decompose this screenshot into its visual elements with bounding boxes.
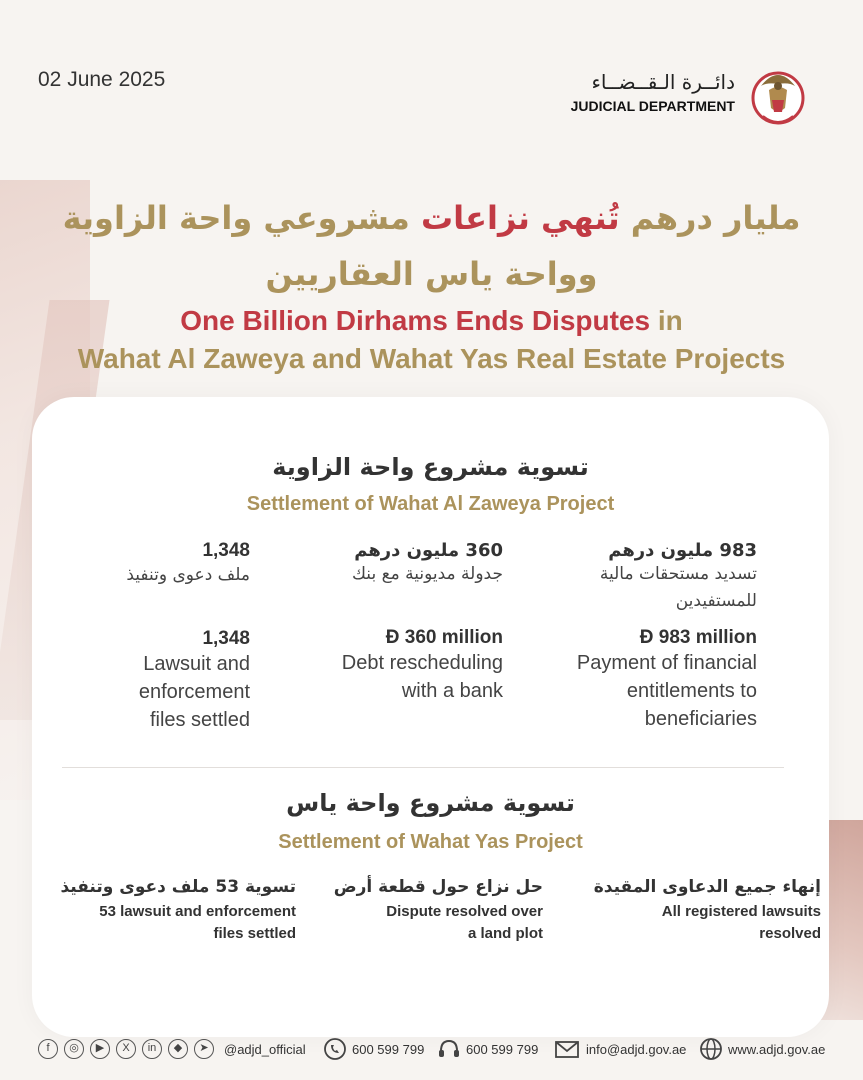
stat-desc-en: with a bank (401, 680, 503, 702)
headline-en-line2: Wahat Al Zaweya and Wahat Yas Real Estate Projects (77, 343, 786, 374)
footer (0, 1034, 863, 1066)
phone-support[interactable]: 600 599 799 (466, 1042, 539, 1057)
yas-item-lawsuits (581, 877, 821, 945)
section-divider (62, 767, 784, 768)
stat-desc-ar: جدولة مديونية مع بنك (351, 564, 503, 584)
yas-item-ar: حل نزاع حول قطعة أرض (333, 877, 543, 897)
headline-ar-line2: وواحة ياس العقاريين (265, 255, 598, 293)
stat-desc-en: Debt rescheduling (341, 652, 503, 674)
yas-item-en: All registered lawsuits (661, 903, 821, 920)
stat-entitlements (517, 540, 757, 733)
stat-desc-en: Payment of financial (576, 652, 757, 674)
stat-lawsuit-files (70, 540, 250, 734)
stat-desc-en: files settled (149, 709, 250, 731)
stat-value-en: 360 million (404, 627, 503, 648)
headline-ar-gold-1: مليار درهم (619, 199, 801, 237)
section1-title-en: Settlement of Wahat Al Zaweya Project (246, 493, 615, 515)
stat-desc-en: beneficiaries (644, 708, 757, 730)
stat-desc-ar: تسديد مستحقات مالية (599, 564, 757, 584)
email-icon (554, 1036, 580, 1062)
stat-desc-en: Lawsuit and (143, 653, 250, 675)
x-icon[interactable]: X (116, 1039, 136, 1059)
logo-arabic: دائــرة الـقــضــاء (591, 70, 735, 94)
headline-ar-gold-2: مشروعي واحة الزاوية (62, 199, 421, 237)
yas-item-en: files settled (213, 925, 296, 942)
section2-title-ar: تسوية مشروع واحة ياس (286, 789, 575, 817)
section1-title-ar: تسوية مشروع واحة الزاوية (272, 453, 589, 481)
falcon-emblem-icon (749, 56, 807, 136)
telegram-icon[interactable]: ➤ (194, 1039, 214, 1059)
youtube-icon[interactable]: ▶ (90, 1039, 110, 1059)
stat-value-en: 983 million (658, 627, 757, 648)
globe-icon (698, 1036, 724, 1062)
yas-item-en: resolved (759, 925, 821, 942)
stat-desc-en: entitlements to (626, 680, 757, 702)
yas-item-land-plot (313, 877, 543, 945)
snapchat-icon[interactable]: ◆ (168, 1039, 188, 1059)
stat-desc-ar: للمستفيدين (675, 591, 757, 611)
yas-item-ar: تسوية 53 ملف دعوى وتنفيذ (60, 877, 296, 897)
instagram-icon[interactable]: ◎ (64, 1039, 84, 1059)
stat-desc-en: enforcement (138, 681, 250, 703)
headline-en-red: One Billion Dirhams Ends Disputes (180, 305, 651, 336)
content-card (32, 397, 829, 1037)
yas-item-en: 53 lawsuit and enforcement (99, 903, 296, 920)
date: 02 June 2025 (38, 68, 166, 91)
yas-item-en: a land plot (468, 925, 543, 942)
logo-english: JUDICIAL DEPARTMENT (570, 98, 735, 114)
stat-value-ar: 1,348 (202, 540, 250, 561)
logo (571, 70, 735, 114)
yas-item-en: Dispute resolved over (386, 903, 543, 920)
yas-item-ar: إنهاء جميع الدعاوى المقيدة (593, 877, 821, 897)
stat-value-ar: 983 مليون درهم (608, 540, 757, 561)
email-link[interactable]: info@adjd.gov.ae (586, 1042, 687, 1057)
headline-en-in: in (650, 305, 683, 336)
phone-whatsapp[interactable]: 600 599 799 (352, 1042, 425, 1057)
stat-value-ar: 360 مليون درهم (354, 540, 503, 561)
stat-value-en: 1,348 (202, 628, 250, 649)
whatsapp-icon (322, 1036, 348, 1062)
stat-desc-ar: ملف دعوى وتنفيذ (126, 565, 250, 585)
yas-item-53-files (46, 877, 296, 945)
dirham-symbol: Đ (385, 627, 400, 648)
headline-ar-red: تُنهي نزاعات (420, 199, 620, 237)
dirham-symbol: Đ (639, 627, 654, 648)
headset-icon (436, 1036, 462, 1062)
website-link[interactable]: www.adjd.gov.ae (728, 1042, 826, 1057)
social-handle[interactable]: @adjd_official (224, 1042, 306, 1057)
section2-title-en: Settlement of Wahat Yas Project (278, 831, 583, 853)
headline-english (0, 302, 863, 378)
stat-debt-rescheduling (283, 540, 503, 705)
linkedin-icon[interactable]: in (142, 1039, 162, 1059)
headline-arabic (0, 190, 863, 302)
facebook-icon[interactable]: f (38, 1039, 58, 1059)
